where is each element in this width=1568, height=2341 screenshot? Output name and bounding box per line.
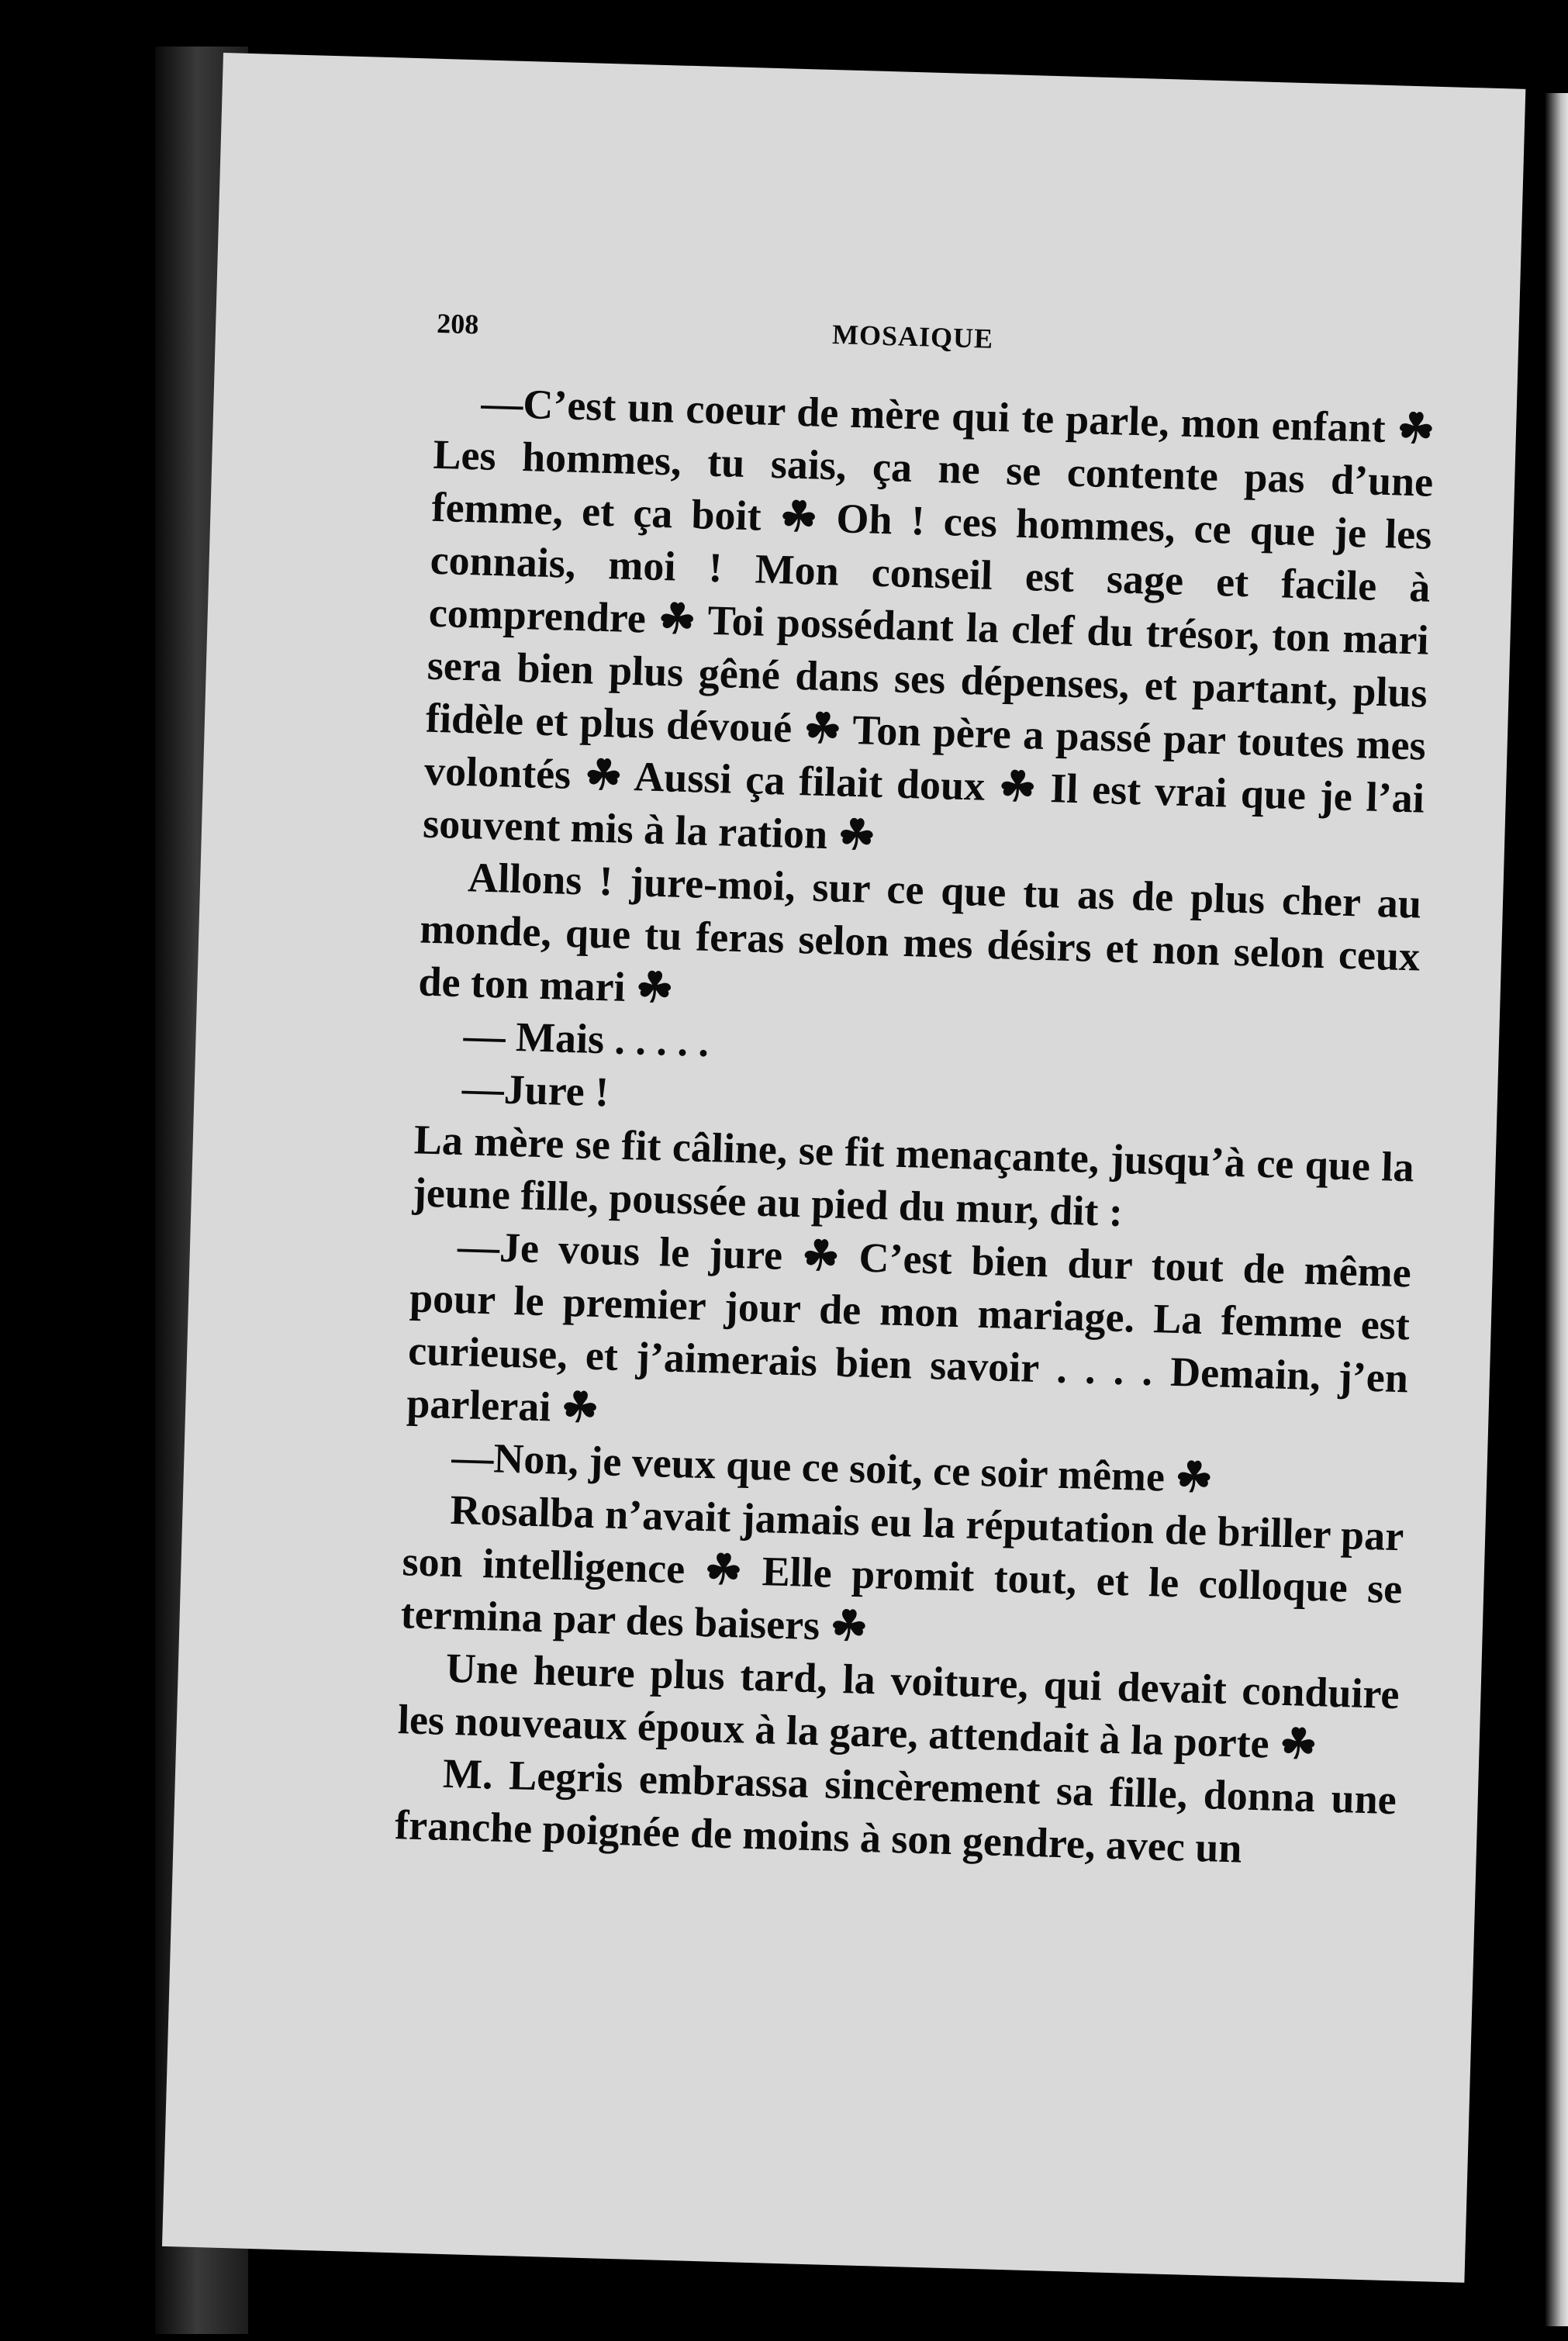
paragraph: M. Legris embrassa sincèrement sa fille, donna une franche poignée de moins à son gendre, avec un <box>394 1749 1397 1872</box>
book-page <box>162 53 1525 2283</box>
next-page-edge <box>1545 93 1568 2326</box>
paragraph: La mère se fit câline, se fit menaçante, jusqu’à ce que la jeune fille, poussée au pied du mur, dit : <box>412 1116 1415 1235</box>
paragraph: Rosalba n’avait jamais eu la réputation de briller par son intelligence ☘ Elle promit tout, et le colloque se termina par des baisers ☘ <box>400 1486 1405 1650</box>
running-title: MOSAIQUE <box>831 319 994 354</box>
paragraph: —Non, je veux que ce soit, ce soir même ☘ <box>451 1433 1214 1502</box>
paragraph: —Jure ! <box>461 1065 610 1116</box>
paragraph: Une heure plus tard, la voiture, qui devait conduire les nouveaux époux à la gare, attendait à la porte ☘ <box>397 1644 1400 1769</box>
paragraph: — Mais . . . . . <box>462 1012 710 1065</box>
text-block <box>394 307 1437 1879</box>
paragraph: —C’est un coeur de mère qui te parle, mon enfant ☘ Les hommes, tu sais, ça ne se contente pas d’une femme, et ça boit ☘ Oh ! ces hommes, ce que je les connais, moi ! Mon conseil est sage et facile à comprendre ☘ Toi possédant la clef du trésor, ton mari sera bien plus gêné dans ses dépenses, et partant, plus fidèle et plus dévoué ☘ Ton père a passé par toutes mes volontés ☘ Aussi ça filait doux ☘ Il est vrai que je l’ai souvent mis à la ration ☘ <box>422 379 1435 859</box>
page-number: 208 <box>436 307 479 340</box>
running-head <box>436 307 1437 382</box>
paragraph: —Je vous le jure ☘ C’est bien dur tout de même pour le premier jour de mon mariage. La femme est curieuse, et j’aimerais bien savoir . . . . Demain, j’en parlerai ☘ <box>406 1223 1412 1432</box>
paragraph: Allons ! jure-moi, sur ce que tu as de plus cher au monde, que tu feras selon mes désirs et non selon ceux de ton mari ☘ <box>417 854 1422 1012</box>
